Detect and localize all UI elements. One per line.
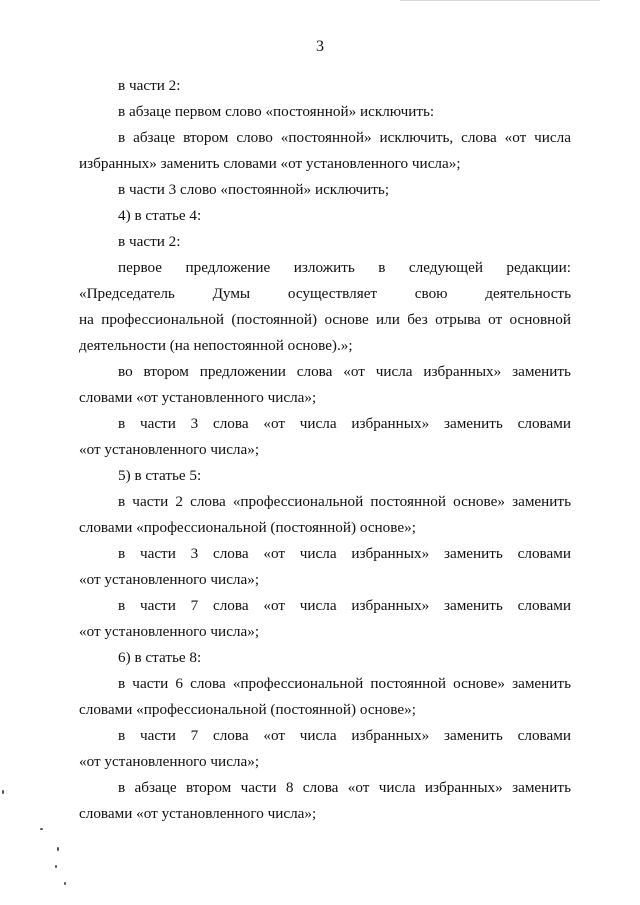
paragraph-line: «от установленного числа»; xyxy=(79,623,260,640)
paragraph-line: в части 3 слова «от числа избранных» заменить словами xyxy=(118,545,571,562)
page-number: 3 xyxy=(316,38,324,55)
list-item-heading: 5) в статье 5: xyxy=(118,467,202,484)
scan-speck xyxy=(40,828,43,830)
document-body xyxy=(79,73,571,827)
paragraph-line: в части 2: xyxy=(118,233,181,250)
paragraph-line: словами «от установленного числа»; xyxy=(79,805,317,822)
scan-speck xyxy=(55,865,57,868)
scan-edge-line xyxy=(400,0,600,1)
paragraph-line: «от установленного числа»; xyxy=(79,753,260,770)
list-item-heading: 4) в статье 4: xyxy=(118,207,202,224)
paragraph-line: в части 3 слова «от числа избранных» заменить словами xyxy=(118,415,571,432)
paragraph-line: в части 2: xyxy=(118,77,181,94)
paragraph-line: в части 6 слова «профессиональной постоянной основе» заменить xyxy=(118,675,571,692)
paragraph-line: в абзаце втором слово «постоянной» исключить, слова «от числа xyxy=(118,129,571,146)
paragraph-line: «Председатель Думы осуществляет свою деятельность xyxy=(79,285,571,302)
paragraph-line: первое предложение изложить в следующей редакции: xyxy=(118,259,571,276)
paragraph-line: деятельности (на непостоянной основе).»; xyxy=(79,337,353,354)
list-item-heading: 6) в статье 8: xyxy=(118,649,202,666)
paragraph-line: избранных» заменить словами «от установленного числа»; xyxy=(79,155,461,172)
paragraph-line: в абзаце первом слово «постоянной» исключить: xyxy=(118,103,435,120)
scan-speck xyxy=(2,790,4,794)
paragraph-line: в части 7 слова «от числа избранных» заменить словами xyxy=(118,727,571,744)
paragraph-line: словами «профессиональной (постоянной) основе»; xyxy=(79,519,416,536)
scan-speck xyxy=(64,882,66,885)
scan-speck xyxy=(57,847,59,851)
paragraph-line: в части 3 слово «постоянной» исключить; xyxy=(118,181,390,198)
paragraph-line: во втором предложении слова «от числа избранных» заменить xyxy=(118,363,571,380)
paragraph-line: в части 2 слова «профессиональной постоянной основе» заменить xyxy=(118,493,571,510)
paragraph-line: в абзаце втором части 8 слова «от числа избранных» заменить xyxy=(118,779,571,796)
paragraph-line: на профессиональной (постоянной) основе или без отрыва от основной xyxy=(79,311,571,328)
paragraph-line: «от установленного числа»; xyxy=(79,441,260,458)
paragraph-line: словами «от установленного числа»; xyxy=(79,389,317,406)
paragraph-line: «от установленного числа»; xyxy=(79,571,260,588)
paragraph-line: в части 7 слова «от числа избранных» заменить словами xyxy=(118,597,571,614)
paragraph-line: словами «профессиональной (постоянной) основе»; xyxy=(79,701,416,718)
